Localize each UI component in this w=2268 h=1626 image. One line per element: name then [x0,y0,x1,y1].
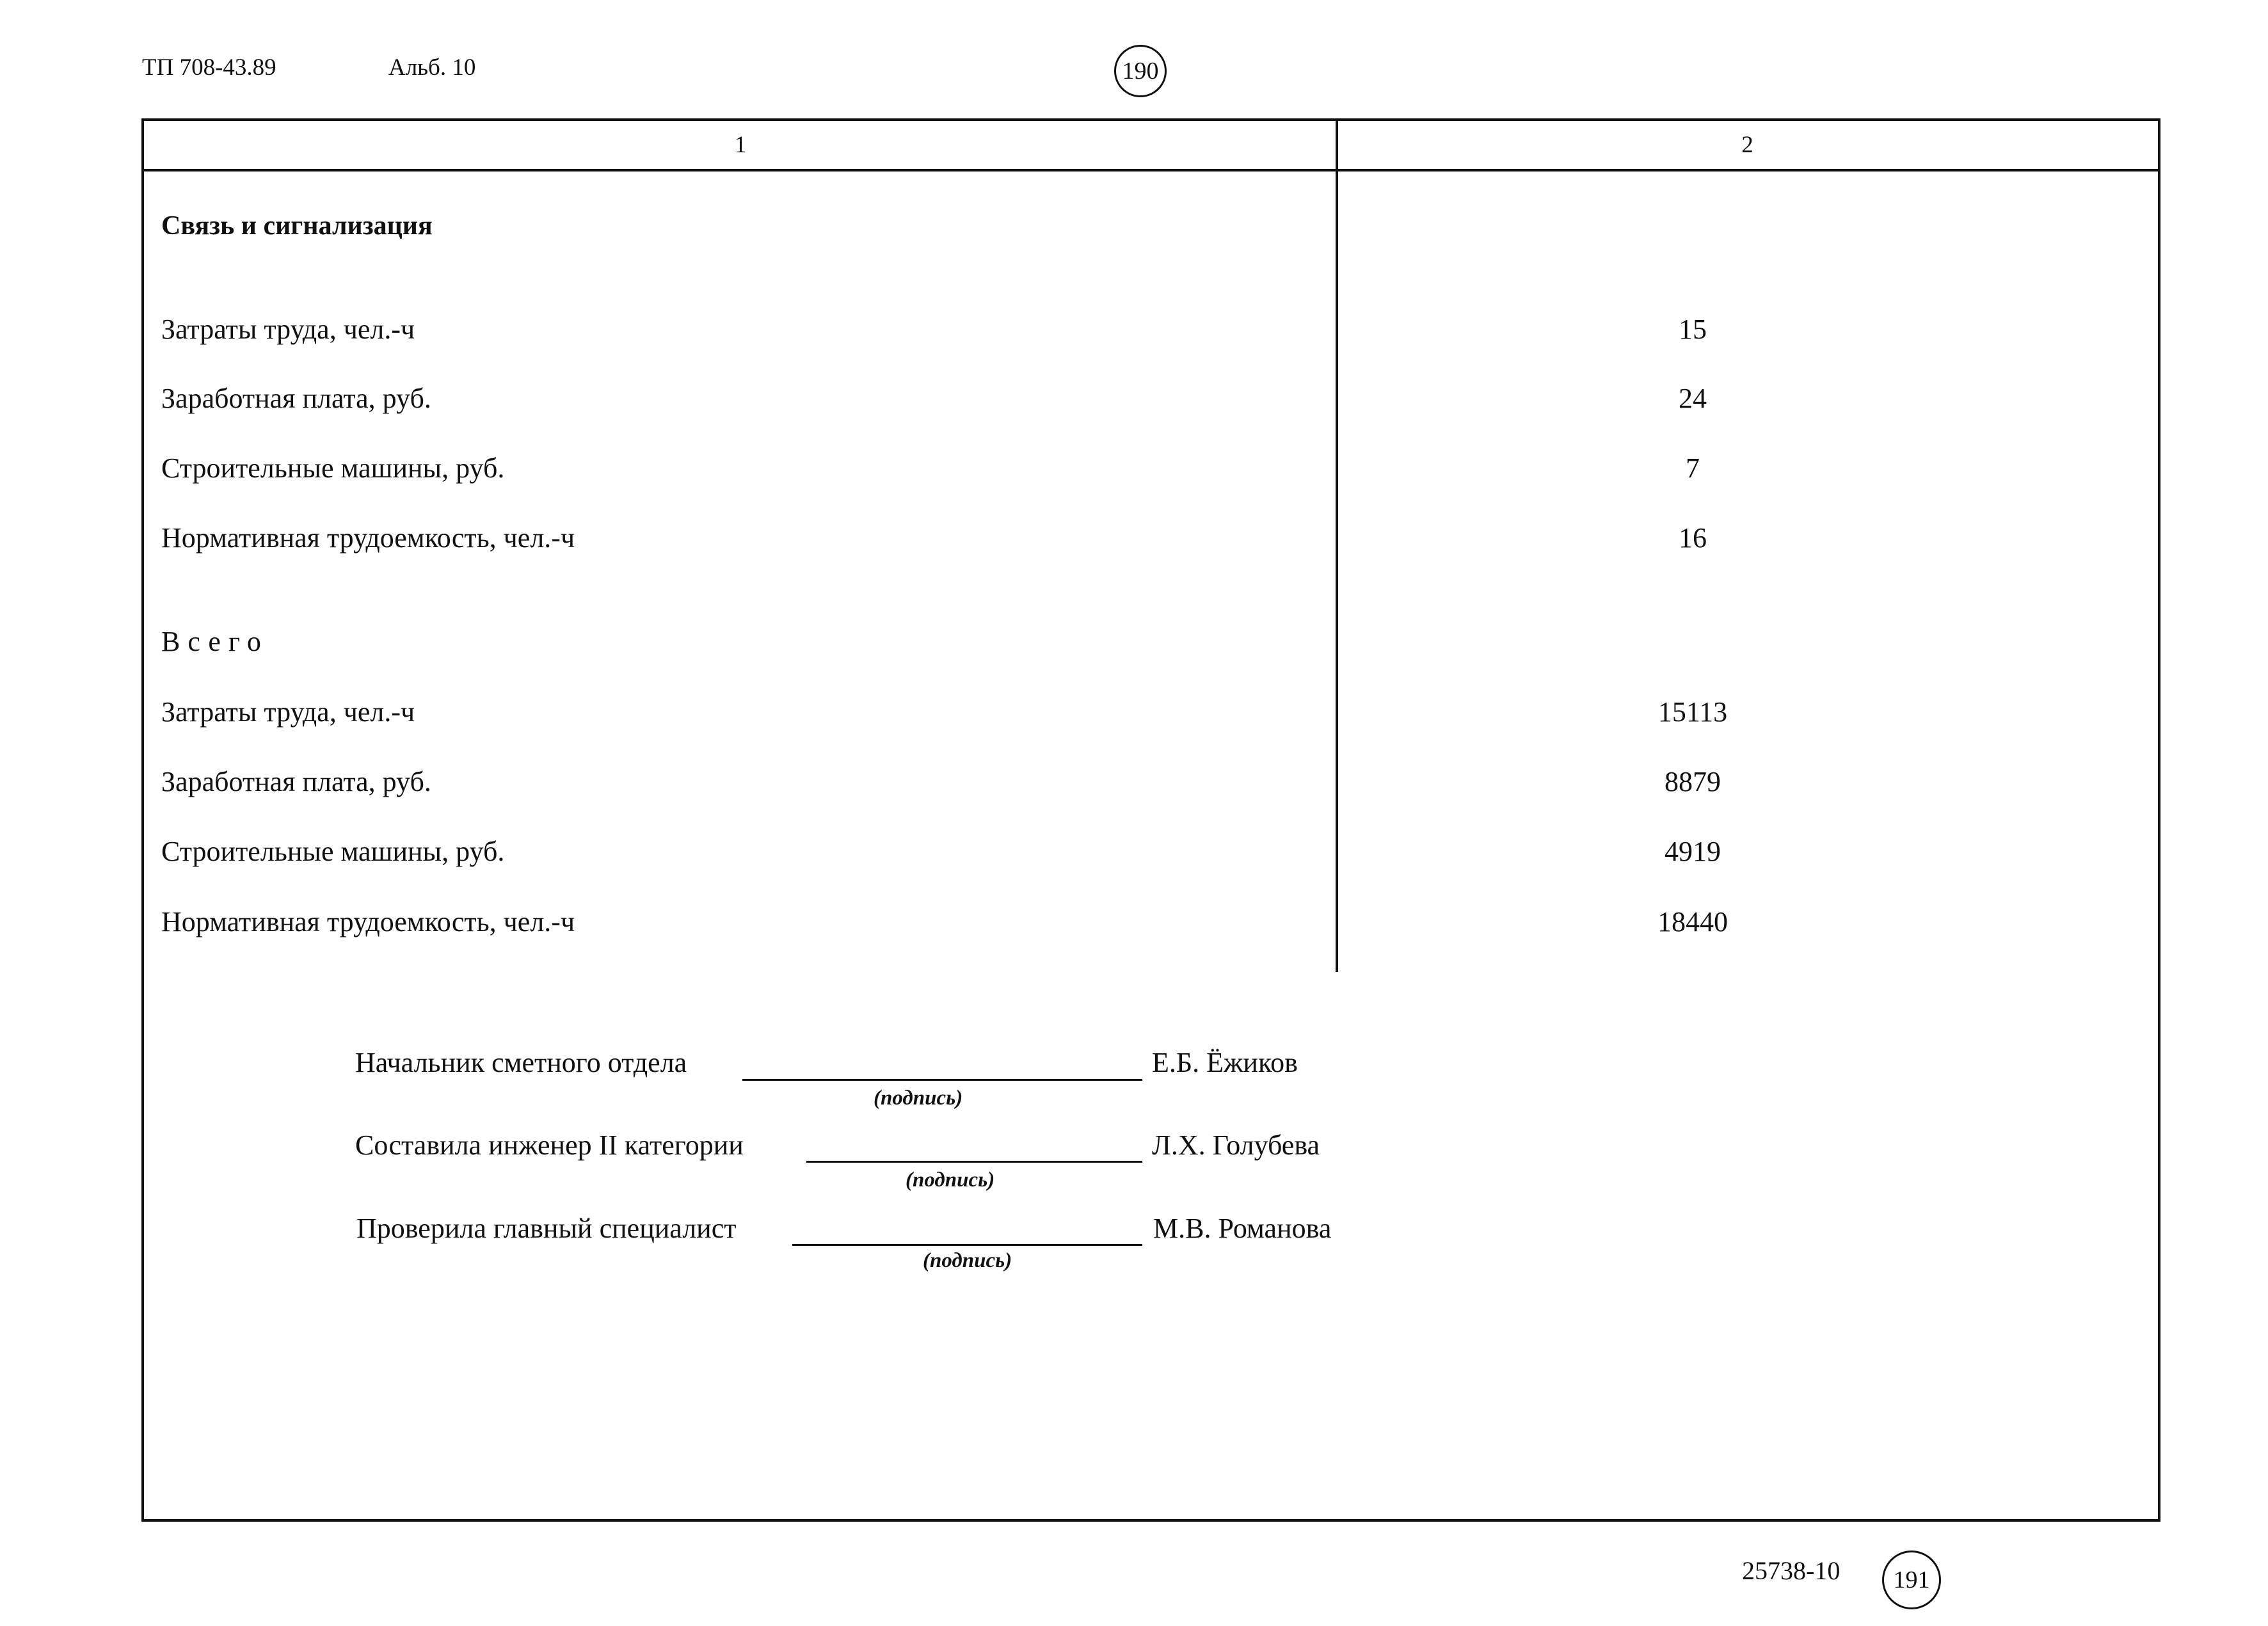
signature-role: Составила инженер II категории [355,1129,744,1161]
row-value: 16 [1679,522,1707,554]
signatory-name: Л.Х. Голубева [1152,1129,1320,1161]
signature-line [742,1079,1142,1081]
album-number: Альб. 10 [388,54,476,81]
signature-caption: (подпись) [906,1168,995,1192]
signature-line [806,1161,1142,1163]
signature-caption: (подпись) [874,1087,963,1110]
total-row-value: 15113 [1657,696,1728,728]
row-label: Заработная плата, руб. [161,383,431,414]
footer-document-number: 25738-10 [1742,1556,1841,1585]
signature-role: Проверила главный специалист [356,1213,737,1244]
signature-caption: (подпись) [923,1249,1012,1272]
total-row-value: 4919 [1665,836,1721,867]
column-divider [1336,121,1338,972]
page-number: 190 [1114,45,1167,97]
row-label: Нормативная трудоемкость, чел.-ч [161,522,575,554]
signature-line [792,1244,1142,1246]
signature-role: Начальник сметного отдела [355,1047,687,1078]
total-row-label: Заработная плата, руб. [161,766,431,797]
row-value: 7 [1686,452,1700,484]
document-code: ТП 708-43.89 [142,54,276,81]
column-header-1: 1 [144,121,1337,171]
section-title: Связь и сигнализация [161,211,433,241]
total-row-label: Нормативная трудоемкость, чел.-ч [161,906,575,937]
row-value: 15 [1679,314,1707,345]
next-page-number: 191 [1882,1550,1941,1609]
column-header-2: 2 [1337,121,2158,171]
total-title: Всего [161,626,269,657]
total-row-label: Строительные машины, руб. [161,836,505,867]
estimate-table [141,118,2160,1522]
total-row-value: 8879 [1665,766,1721,797]
row-value: 24 [1679,383,1707,414]
row-label: Затраты труда, чел.-ч [161,314,415,345]
row-label: Строительные машины, руб. [161,452,505,484]
signatory-name: Е.Б. Ёжиков [1152,1047,1298,1078]
signatory-name: М.В. Романова [1153,1213,1332,1244]
total-row-label: Затраты труда, чел.-ч [161,696,415,728]
total-row-value: 18440 [1657,906,1728,937]
